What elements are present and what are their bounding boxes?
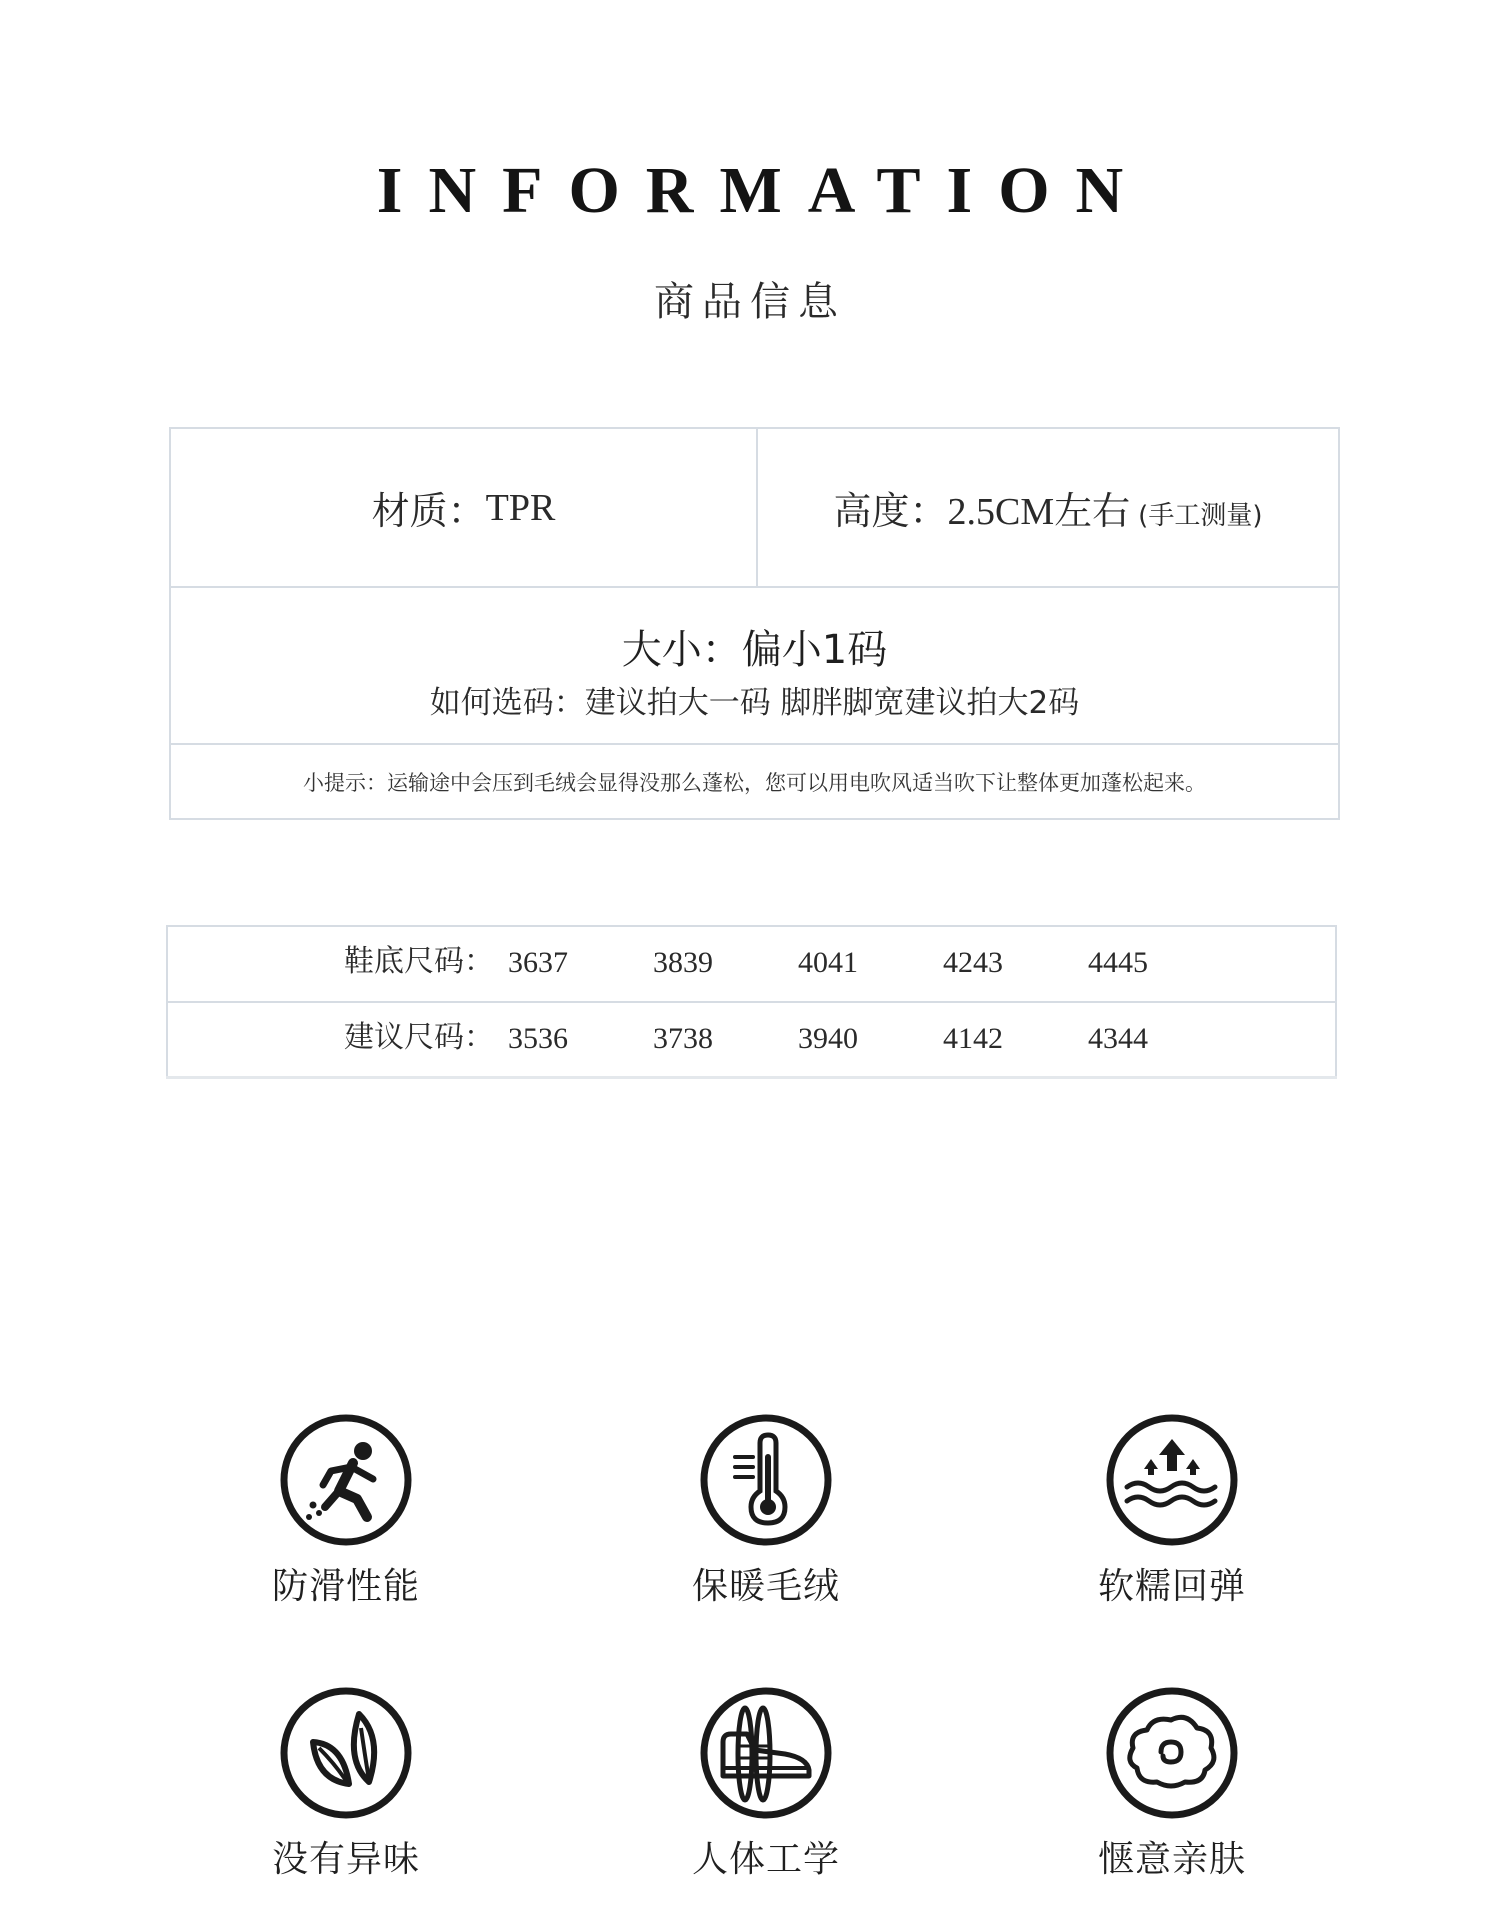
size-cell: 3940: [798, 1022, 858, 1055]
size-row-sole: [168, 927, 1335, 1003]
care-tip: 小提示：运输途中会压到毛绒会显得没那么蓬松，您可以用电吹风适当吹下让整体更加蓬松起来。: [303, 770, 1206, 795]
height-cell: [758, 429, 1338, 586]
size-cell: 3738: [653, 1022, 713, 1055]
size-cell: 4344: [1088, 1022, 1148, 1055]
info-row-material-height: [171, 429, 1338, 588]
feature-skin-friendly: [1052, 1686, 1292, 1878]
ergonomic-shoe-icon: [699, 1686, 833, 1820]
feature-ergonomic: [646, 1686, 886, 1878]
feature-label: 人体工学: [691, 1839, 840, 1880]
size-cell: 3536: [508, 1022, 568, 1055]
feature-no-odor: [226, 1686, 466, 1878]
size-advice: 如何选码：建议拍大一码 脚胖脚宽建议拍大2码: [429, 685, 1080, 721]
leaf-icon: [279, 1686, 413, 1820]
feature-soft-rebound: [1052, 1413, 1292, 1605]
feature-label: 没有异味: [271, 1839, 420, 1880]
height-value: 2.5CM左右: [947, 491, 1131, 533]
cotton-icon: [1105, 1686, 1239, 1820]
info-row-size: [171, 588, 1338, 745]
page-title: INFORMATION: [376, 154, 1150, 227]
feature-warm-plush: [646, 1413, 886, 1605]
feature-label: 软糯回弹: [1097, 1566, 1246, 1607]
material-value: TPR: [485, 486, 556, 529]
size-line: [171, 627, 1338, 673]
height-label: 高度：: [833, 489, 948, 533]
material-cell: [171, 429, 758, 586]
material-label: 材质：: [371, 489, 486, 533]
size-cell: 4041: [798, 946, 858, 979]
size-row-suggested: [168, 1003, 1335, 1077]
feature-label: 惬意亲肤: [1097, 1839, 1246, 1880]
thermometer-icon: [699, 1413, 833, 1547]
size-cell: 3839: [653, 946, 713, 979]
anti-slip-icon: [279, 1413, 413, 1547]
size-value: 偏小1码: [741, 627, 888, 673]
product-info-table: [169, 427, 1340, 820]
size-cell: 3637: [508, 946, 568, 979]
size-row-label: 建议尺码：: [344, 1020, 494, 1055]
size-cell: 4243: [943, 946, 1003, 979]
size-cell: 4142: [943, 1022, 1003, 1055]
feature-anti-slip: [226, 1413, 466, 1605]
page-subtitle: 商品信息: [654, 279, 846, 325]
size-row-label: 鞋底尺码：: [344, 944, 494, 979]
size-cell: 4445: [1088, 946, 1148, 979]
rebound-icon: [1105, 1413, 1239, 1547]
size-label: 大小：: [621, 627, 742, 673]
height-note: (手工测量): [1138, 501, 1263, 531]
feature-label: 防滑性能: [271, 1566, 420, 1607]
size-chart: [166, 925, 1337, 1079]
feature-label: 保暖毛绒: [691, 1566, 840, 1607]
